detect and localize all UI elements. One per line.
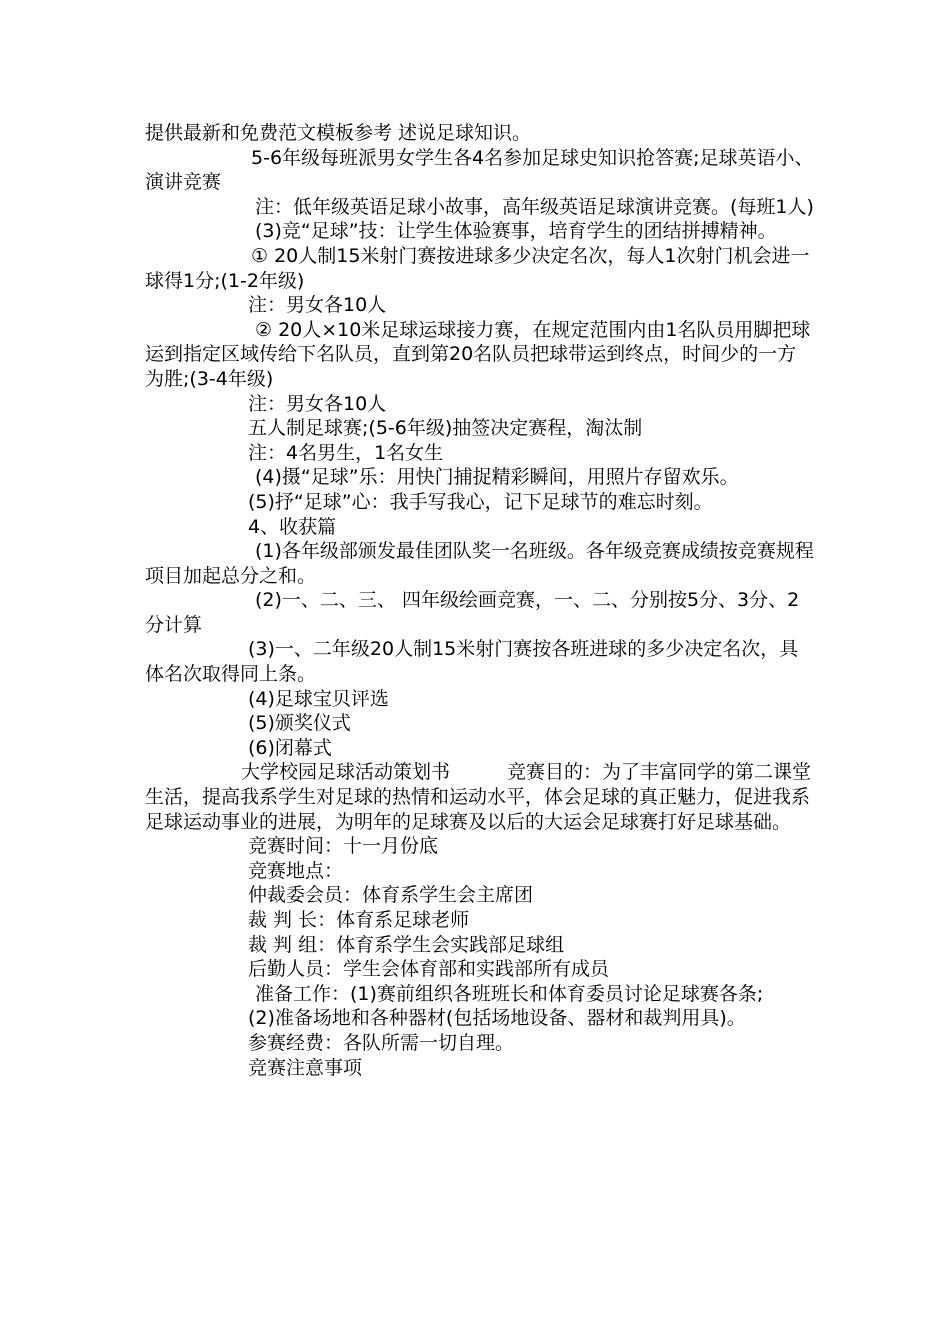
paragraph: 竞赛地点： <box>248 859 344 882</box>
paragraph: 仲裁委会员：体育系学生会主席团 <box>248 884 534 907</box>
paragraph: 大学校园足球活动策划书 竞赛目的：为了丰富同学的第二课堂生活，提高我系学生对足球的热情和运动水平，体会足球的真正魅力，促进我系足球运动事业的进展，为明年的足球赛及以后的大运会足球赛打好足球基础。 <box>145 761 812 833</box>
paragraph: 注：男女各10人 <box>248 294 387 317</box>
paragraph: ② 20人×10米足球运球接力赛，在规定范围内由1名队员用脚把球运到指定区域传给下名队员，直到第20名队员把球带运到终点，时间少的一方为胜;(3-4年级) <box>145 318 811 390</box>
paragraph: (2)一、二、三、 四年级绘画竞赛，一、二、分别按5分、3分、2分计算 <box>145 589 800 636</box>
paragraph: (6)闭幕式 <box>248 736 332 759</box>
paragraph: (5)抒“足球”心：我手写我心，记下足球节的难忘时刻。 <box>248 490 713 513</box>
paragraph: ① 20人制15米射门赛按进球多少决定名次，每人1次射门机会进一球得1分;(1-2年级) <box>145 244 810 292</box>
paragraph: 五人制足球赛;(5-6年级)抽签决定赛程，淘汰制 <box>248 417 643 440</box>
paragraph: 注：4名男生，1名女生 <box>248 441 444 464</box>
paragraph: (5)颁奖仪式 <box>248 712 351 735</box>
paragraph: (1)各年级部颁发最佳团队奖一名班级。各年级竞赛成绩按竞赛规程项目加起总分之和。 <box>145 540 814 587</box>
document-body <box>145 121 815 1080</box>
paragraph: (3)一、二年级20人制15米射门赛按各班进球的多少决定名次，具体名次取得同上条。 <box>145 638 799 686</box>
paragraph: 提供最新和免费范文模板参考 述说足球知识。 <box>145 122 532 144</box>
paragraph: 后勤人员：学生会体育部和实践部所有成员 <box>248 958 610 981</box>
paragraph: (3)竞“足球”技：让学生体验赛事，培育学生的团结拼搏精神。 <box>255 220 777 243</box>
paragraph: 竞赛时间：十一月份底 <box>248 835 439 858</box>
paragraph: 4、收获篇 <box>248 515 337 538</box>
paragraph: (4)摄“足球”乐：用快门捕捉精彩瞬间，用照片存留欢乐。 <box>255 466 739 489</box>
paragraph: 裁 判 组：体育系学生会实践部足球组 <box>248 933 565 956</box>
paragraph: 准备工作：(1)赛前组织各班班长和体育委员讨论足球赛各条; <box>255 982 764 1005</box>
paragraph: 5-6年级每班派男女学生各4名参加足球史知识抢答赛;足球英语小、演讲竞赛 <box>145 146 814 194</box>
paragraph: 注：低年级英语足球小故事，高年级英语足球演讲竞赛。(每班1人) <box>255 195 814 218</box>
paragraph: (4)足球宝贝评选 <box>248 687 389 710</box>
paragraph: 裁 判 长：体育系足球老师 <box>248 909 470 931</box>
paragraph: 竞赛注意事项 <box>248 1056 363 1079</box>
paragraph: (2)准备场地和各种器材(包括场地设备、器材和裁判用具)。 <box>248 1007 746 1030</box>
paragraph: 注：男女各10人 <box>248 392 387 415</box>
paragraph: 参赛经费：各队所需一切自理。 <box>248 1031 515 1054</box>
